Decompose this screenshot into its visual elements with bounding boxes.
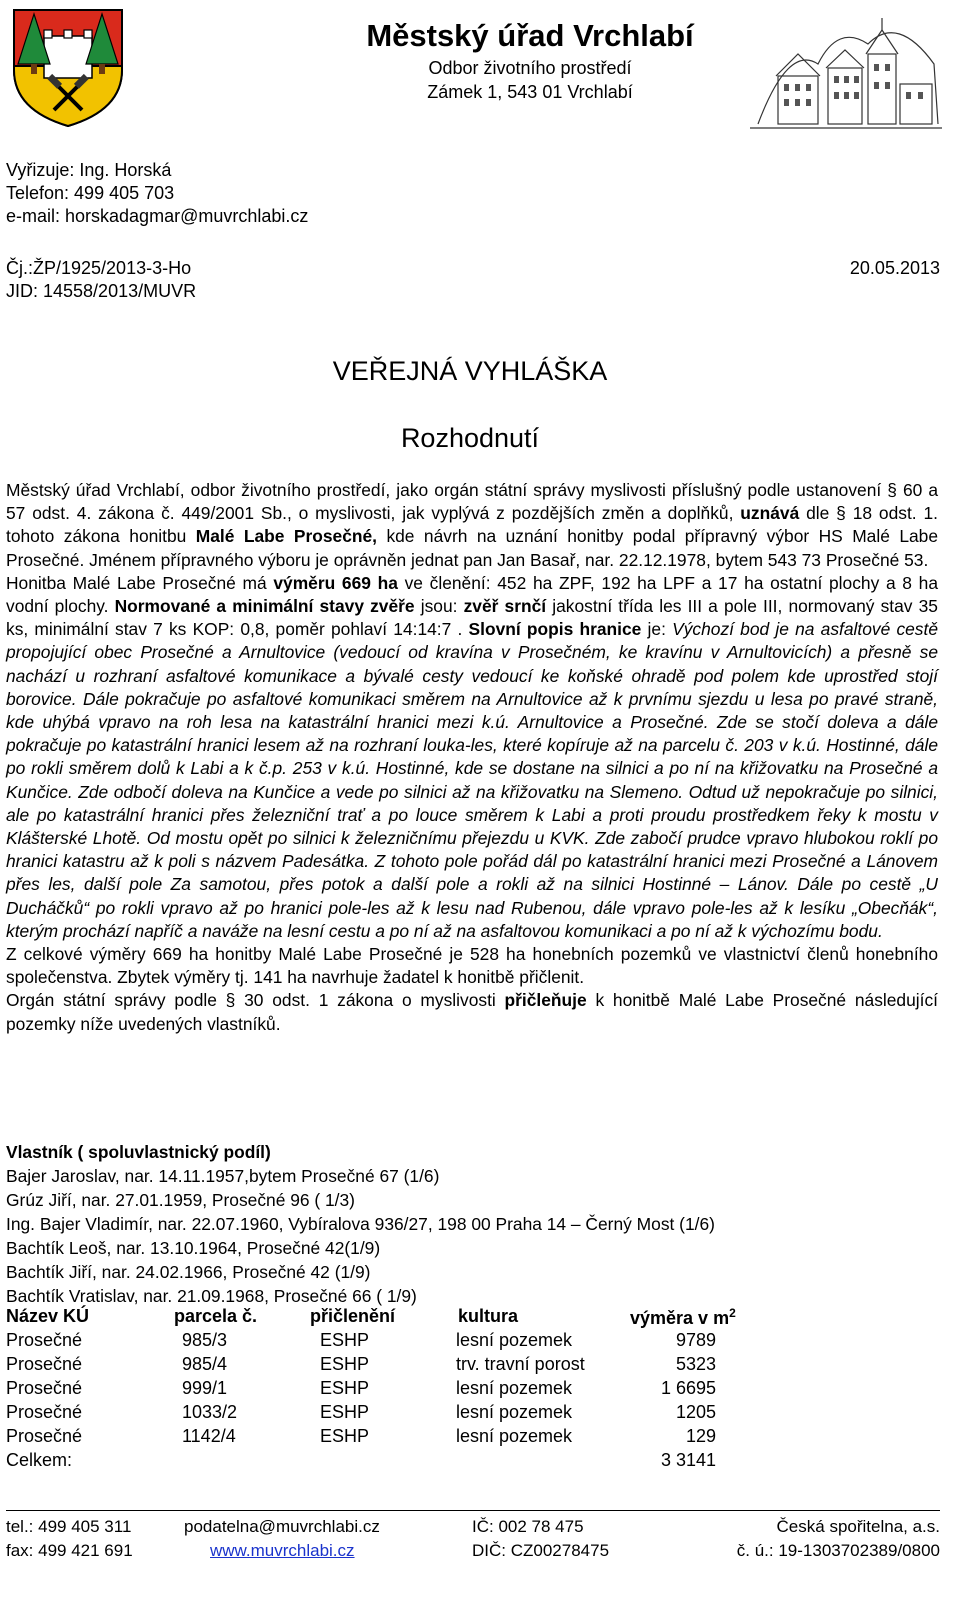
footer-email: podatelna@muvrchlabi.cz — [184, 1517, 380, 1536]
notice-subtitle: Rozhodnutí — [400, 423, 540, 453]
decision-body — [6, 479, 938, 1036]
owner-item: Bachtík Vratislav, nar. 21.09.1968, Prosečné 66 ( 1/9) — [6, 1286, 417, 1306]
footer-account: č. ú.: 19-1303702389/0800 — [736, 1541, 940, 1560]
footer-ic: IČ: 002 78 475 — [472, 1517, 584, 1536]
col-header: přičlenění — [310, 1306, 396, 1326]
phone: Telefon: 499 405 703 — [6, 183, 175, 203]
paragraph-3: Z celkové výměry 669 ha honitby Malé Labe Prosečné je 528 ha honebních pozemků ve vlastnictví členů honebního společenstva. Zbytek výměry tj. 141 ha navrhuje žadatel k honitbě přičlenit. — [6, 944, 938, 988]
footer-web-link[interactable]: www.muvrchlabi.cz — [210, 1541, 355, 1560]
handler: Vyřizuje: Ing. Horská — [6, 160, 172, 180]
paragraph-4: Orgán státní správy podle § 30 odst. 1 zákona o myslivosti přičleňuje k honitbě Malé Labe Prosečné následující pozemky níže uvedených vlastníků. — [6, 990, 938, 1034]
document-date: 20.05.2013 — [849, 258, 940, 278]
paragraph-2: Honitba Malé Labe Prosečné má výměru 669 ha ve členění: 452 ha ZPF, 192 ha LPF a 17 ha ostatní plochy a 8 ha vodní plochy. Normované a minimální stavy zvěře jsou: zvěř srnčí jakostní třída les III a pole III, normovaný stav 35 ks, minimální stav 7 ks KOP: 0,8, poměr pohlaví 14:14:7 . Slovní popis hranice je: Výchozí bod je na asfaltové cestě propojující obec Prosečné a Arnultovice (vedoucí od kravína v Prosečném, ke kravínu v Arnultovicích) a přesně se nachází u rozhraní asfaltové komunikace a bývalé cesty vedoucí ke koňské ohradě pod polem kde uprostřed stojí borovice. Dále pokračuje po asfaltové komunikaci směrem na Arnultovice až k prvnímu sjezdu u lesa po pravé straně, kde uhýbá vpravo na roh lesa na katastrální hranici mezi k.ú. Arnultovice a Prosečné. Zde se stočí doleva a dále pokračuje po katastrální hranici lesem až na rozhraní louka-les, které kopíruje až na parcelu č. 203 v k.ú. Hostinné, dále po rokli směrem dolů k Labi a k č.p. 253 v k.ú. Hostinné, kde se dostane na silnici a po ní na křižovatku na Prosečné a Kunčice. Zde odbočí doleva na Kunčice a vede po silnici až na křižovatku na Slemeno. Odtud už nepokračuje po silnici, ale po katastrální hranici přes železniční trať a po louce směrem k Labi a proti proudu prostředkem řeky k mostu v Klášterské Lhotě. Od mostu opět po silnici k železničnímu přejezdu u KVK. Zde zabočí prudce vpravo hlubokou roklí po hranici katastru až k poli s názvem Padesátka. Z tohoto pole pořád dál po katastrální hranici mezi Prosečné a Lánovem přes les, další pole Za samotou, přes potok a další pole a rokli až na silnici Hostinné – Lánov. Dále po cestě „U Ducháčků“ po rokli vpravo až po hranici pole-les až k lesu nad Rubenou, dále vpravo pole-les až k lesíku „Obecňák“, kterým prochází napříč a naváže na lesní cestu a po ní až na asfaltovou komunikaci a po ní až k výchozímu bodu. — [6, 572, 939, 941]
footer-divider — [6, 1510, 940, 1511]
notice-title: VEŘEJNÁ VYHLÁŠKA — [332, 356, 608, 386]
email: e-mail: horskadagmar@muvrchlabi.cz — [6, 206, 309, 226]
paragraph-1: Městský úřad Vrchlabí, odbor životního prostředí, jako orgán státní správy myslivosti příslušný podle ustanovení § 60 a 57 odst. 4. zákona č. 449/2001 Sb., o myslivosti, jak vyplývá z pozdějších změn a doplňků, uznává dle § 18 odst. 1. tohoto zákona honitbu Malé Labe Prosečné, kde návrh na uznání honitby podal přípravný výbor HS Malé Labe Prosečné. Jménem přípravného výboru je oprávněn jednat pan Jan Basař, nar. 22.12.1978, bytem 543 73 Prosečné 53. — [6, 480, 939, 570]
department-name: Odbor životního prostředí — [428, 58, 632, 78]
office-address: Zámek 1, 543 01 Vrchlabí — [427, 82, 633, 102]
col-header: Název KÚ — [6, 1306, 90, 1326]
office-title: Městský úřad Vrchlabí — [366, 18, 694, 53]
col-header: výměra v $m^2$ — [630, 1306, 736, 1328]
reference-number: Čj.:ŽP/1925/2013-3-Ho — [6, 258, 192, 278]
jid-number: JID: 14558/2013/MUVR — [6, 281, 197, 301]
owners-heading: Vlastník ( spoluvlastnický podíl) — [6, 1142, 271, 1162]
owner-item: Bachtík Leoš, nar. 13.10.1964, Prosečné 42(1/9) — [6, 1238, 381, 1258]
owners-list — [6, 1140, 936, 1308]
col-header: kultura — [458, 1306, 519, 1326]
footer-fax: fax: 499 421 691 — [6, 1541, 133, 1560]
footer-dic: DIČ: CZ00278475 — [472, 1541, 610, 1560]
col-header: parcela č. — [174, 1306, 258, 1326]
owner-item: Bachtík Jiří, nar. 24.02.1966, Prosečné 42 (1/9) — [6, 1262, 371, 1282]
town-crest-logo — [10, 6, 126, 128]
owner-item: Bajer Jaroslav, nar. 14.11.1957,bytem Prosečné 67 (1/6) — [6, 1166, 440, 1186]
footer-bank: Česká spořitelna, a.s. — [776, 1517, 940, 1536]
footer-tel: tel.: 499 405 311 — [6, 1517, 132, 1536]
owner-item: Grúz Jiří, nar. 27.01.1959, Prosečné 96 ( 1/3) — [6, 1190, 355, 1210]
owner-item: Ing. Bajer Vladimír, nar. 22.07.1960, Vybíralova 936/27, 198 00 Praha 14 – Černý Most (1/6) — [6, 1214, 715, 1234]
